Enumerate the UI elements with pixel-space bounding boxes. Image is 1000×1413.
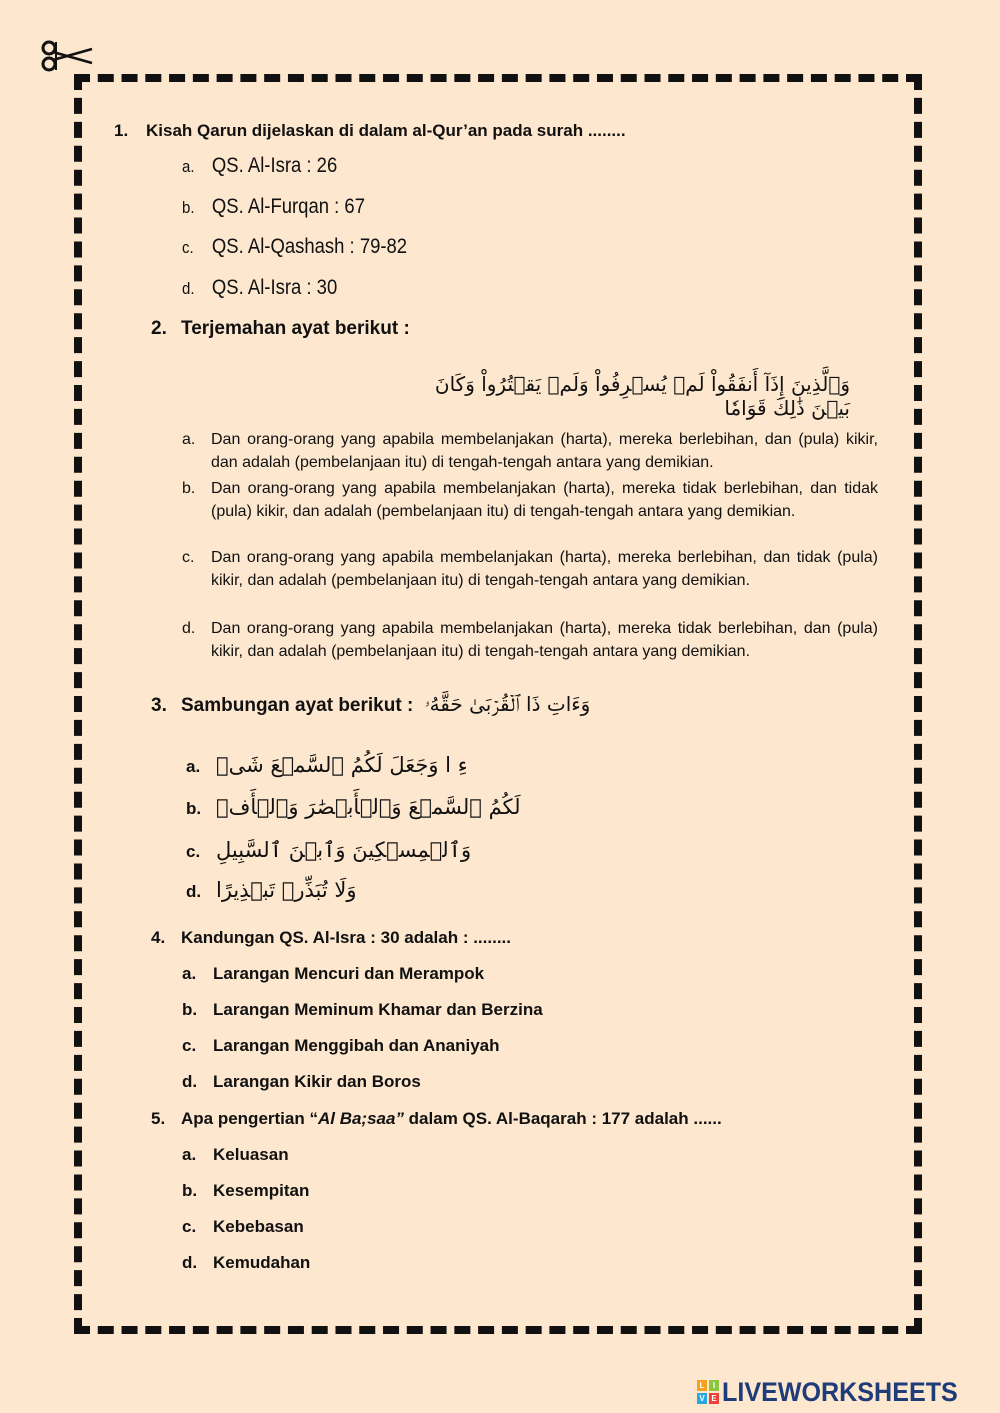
question-text: Terjemahan ayat berikut : bbox=[181, 318, 410, 339]
question-2 bbox=[151, 318, 410, 340]
logo-letter: I bbox=[709, 1380, 719, 1391]
question-number: 5. bbox=[151, 1109, 166, 1128]
q2-option-b[interactable]: b. Dan orang-orang yang apabila membelanjakan (harta), mereka tidak berlebihan, dan tidak (pula) kikir, dan adalah (pembelanjaan itu) di tengah-tengah antara yang demikian. bbox=[182, 480, 878, 520]
q2-arabic-verse: وَٱلَّذِينَ إِذَآ أَنفَقُواْ لَمۡ يُسۡرِفُواْ وَلَمۡ يَقۡتُرُواْ وَكَانَ بَيۡنَ ذَٰلِكَ قَوَامٗا bbox=[434, 372, 850, 420]
question-number: 3. bbox=[151, 695, 167, 716]
q1-option-c[interactable]: c. QS. Al-Qashash : 79-82 bbox=[182, 235, 408, 258]
question-4 bbox=[151, 928, 511, 948]
logo-letter: V bbox=[697, 1393, 707, 1404]
q5-option-c[interactable]: c. Kebebasan bbox=[182, 1217, 304, 1236]
liveworksheets-logo[interactable] bbox=[697, 1378, 976, 1406]
question-number: 4. bbox=[151, 928, 166, 947]
question-text: Kisah Qarun dijelaskan di dalam al-Qur’an pada surah ........ bbox=[146, 121, 626, 140]
question-number: 2. bbox=[151, 318, 167, 339]
q3-arabic-verse: وَءَاتِ ذَا ٱلۡقُرۡبَىٰ حَقَّهُۥ bbox=[424, 692, 591, 716]
q3-option-b[interactable]: b. لَكُمُ ٱلسَّمۡعَ وَٱلۡأَبۡصَٰرَ وَٱلۡأَفۡ bbox=[186, 795, 521, 819]
q5-option-d[interactable]: d. Kemudahan bbox=[182, 1253, 311, 1272]
logo-mark-icon bbox=[697, 1380, 719, 1404]
question-text: Kandungan QS. Al-Isra : 30 adalah : ........ bbox=[181, 928, 511, 947]
logo-letter: L bbox=[697, 1380, 707, 1391]
scissors-icon bbox=[36, 38, 96, 74]
question-3 bbox=[151, 692, 590, 717]
q2-option-a[interactable]: a. Dan orang-orang yang apabila membelanjakan (harta), mereka berlebihan, dan (pula) kikir, dan adalah (pembelanjaan itu) di tengah-tengah antara yang demikian. bbox=[182, 431, 878, 471]
question-term: Al Ba;saa” bbox=[317, 1109, 404, 1128]
q1-option-d[interactable]: d. QS. Al-Isra : 30 bbox=[182, 276, 338, 299]
logo-letter: E bbox=[709, 1393, 719, 1404]
q4-option-b[interactable]: b. Larangan Meminum Khamar dan Berzina bbox=[182, 1000, 543, 1019]
q4-option-c[interactable]: c. Larangan Menggibah dan Ananiyah bbox=[182, 1036, 500, 1055]
q1-option-a[interactable]: a. QS. Al-Isra : 26 bbox=[182, 154, 338, 177]
q2-option-c[interactable]: c. Dan orang-orang yang apabila membelanjakan (harta), mereka berlebihan, dan tidak (pula) kikir, dan adalah (pembelanjaan itu) di tengah-tengah antara yang demikian. bbox=[182, 549, 878, 589]
q4-option-d[interactable]: d. Larangan Kikir dan Boros bbox=[182, 1072, 421, 1091]
q3-option-d[interactable]: d. وَلَا تُبَذِّرۡ تَبۡذِيرًا bbox=[186, 878, 357, 902]
question-5: 5. Apa pengertian “Al Ba;saa” dalam QS. Al-Baqarah : 177 adalah ...... bbox=[151, 1109, 722, 1128]
question-text: Sambungan ayat berikut : bbox=[181, 695, 414, 716]
question-number: 1. bbox=[114, 121, 129, 140]
question-1 bbox=[114, 121, 626, 141]
q5-option-b[interactable]: b. Kesempitan bbox=[182, 1181, 310, 1200]
q5-option-a[interactable]: a. Keluasan bbox=[182, 1145, 289, 1164]
q4-option-a[interactable]: a. Larangan Mencuri dan Merampok bbox=[182, 964, 485, 983]
q1-option-b[interactable]: b. QS. Al-Furqan : 67 bbox=[182, 195, 365, 218]
q2-option-d[interactable]: d. Dan orang-orang yang apabila membelanjakan (harta), mereka tidak berlebihan, dan (pula) kikir, dan adalah (pembelanjaan itu) di tengah-tengah antara yang demikian. bbox=[182, 620, 878, 660]
logo-text: LIVEWORKSHEETS bbox=[722, 1376, 958, 1407]
q3-option-a[interactable]: a. ءِ ا وَجَعَلَ لَكُمُ ٱلسَّمۡعَ شَىۡ bbox=[186, 753, 468, 777]
q3-option-c[interactable]: c. وَٱلۡمِسۡكِينَ وَٱبۡنَ ٱلسَّبِيلِ bbox=[186, 838, 472, 862]
